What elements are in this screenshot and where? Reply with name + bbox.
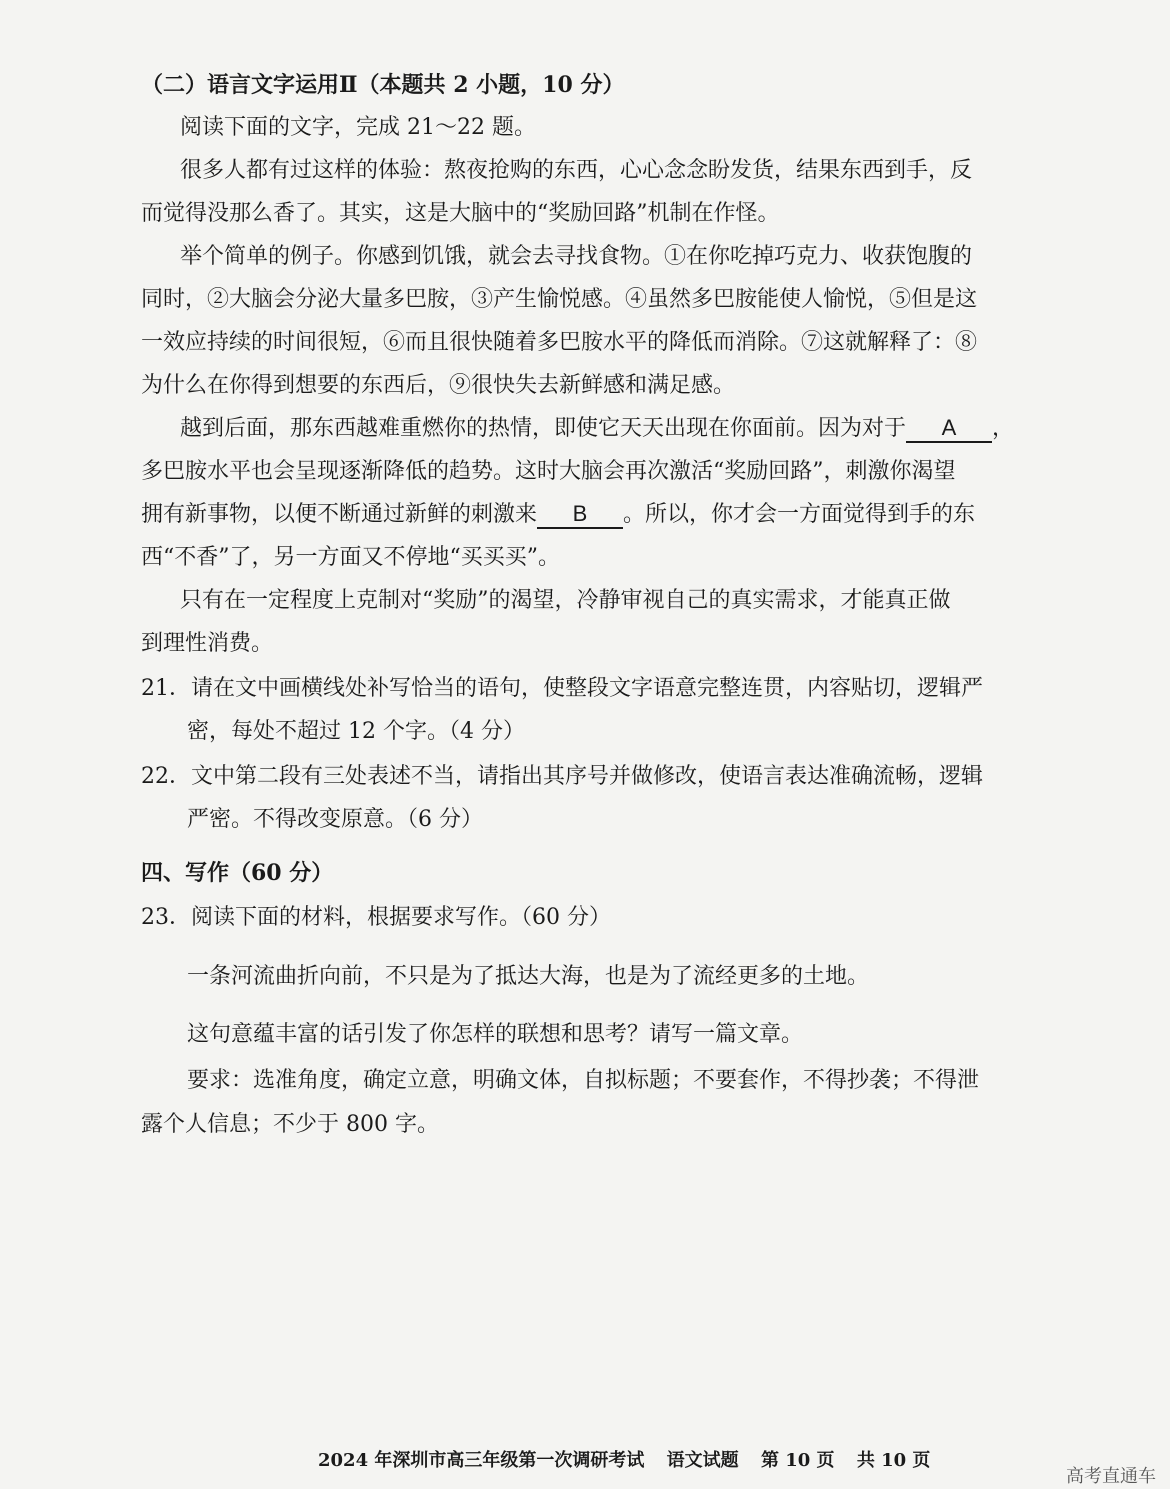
question-text: 文中第二段有三处表述不当，请指出其序号并做修改，使语言表达准确流畅，逻辑 [191,764,984,789]
writing-material: 一条河流曲折向前，不只是为了抵达大海，也是为了流经更多的土地。 [187,964,870,989]
writing-heading: 四、写作（60 分） [141,860,334,886]
footer-exam: 2024 年深圳市高三年级第一次调研考试 [318,1450,645,1471]
question-23 [141,903,611,933]
question-21 [141,674,983,704]
passage-text: 越到后面，那东西越难重燃你的热情，即使它天天出现在你面前。因为对于 [180,416,907,441]
passage-line: 到理性消费。 [141,631,274,656]
passage-text: 拥有新事物，以便不断通过新鲜的刺激来 [141,502,538,527]
section-heading: （二）语言文字运用Ⅱ（本题共 2 小题，10 分） [141,72,625,98]
passage-line: 很多人都有过这样的体验：熬夜抢购的东西，心心念念盼发货，结果东西到手，反 [180,158,973,183]
passage-text: ， [992,416,1015,441]
footer-page: 第 10 页 [760,1450,835,1471]
passage-line: 同时，②大脑会分泌大量多巴胺，③产生愉悦感。④虽然多巴胺能使人愉悦，⑤但是这 [141,287,978,312]
passage-line [180,414,1014,444]
question-number: 21． [141,676,191,701]
question-number: 22． [141,764,191,789]
question-text: 严密。不得改变原意。（6 分） [187,807,483,832]
footer-subject: 语文试题 [666,1450,739,1471]
passage-line: 举个简单的例子。你感到饥饿，就会去寻找食物。①在你吃掉巧克力、收获饱腹的 [180,244,973,269]
watermark: 高考直通车 [1066,1466,1156,1487]
passage-line: 只有在一定程度上克制对“奖励”的渴望，冷静审视自己的真实需求，才能真正做 [180,588,951,613]
passage-line: 多巴胺水平也会呈现逐渐降低的趋势。这时大脑会再次激活“奖励回路”，刺激你渴望 [141,459,956,484]
question-text: 请在文中画横线处补写恰当的语句，使整段文字语意完整连贯，内容贴切，逻辑严 [191,676,984,701]
blank-a: A [906,415,992,443]
footer-total: 共 10 页 [856,1450,931,1471]
passage-line: 而觉得没那么香了。其实，这是大脑中的“奖励回路”机制在作怪。 [141,201,780,226]
passage-line: 西“不香”了，另一方面又不停地“买买买”。 [141,545,560,570]
writing-requirements: 露个人信息；不少于 800 字。 [141,1112,439,1137]
question-text: 阅读下面的材料，根据要求写作。（60 分） [191,905,611,930]
blank-b: B [537,501,623,529]
question-text: 密，每处不超过 12 个字。（4 分） [187,719,525,744]
passage-text: 。所以，你才会一方面觉得到手的东 [623,502,976,527]
passage-line: 一效应持续的时间很短，⑥而且很快随着多巴胺水平的降低而消除。⑦这就解释了：⑧ [141,330,978,355]
question-22 [141,762,983,792]
passage-line [141,500,975,530]
page-footer [318,1446,946,1472]
passage-line: 为什么在你得到想要的东西后，⑨很快失去新鲜感和满足感。 [141,373,736,398]
writing-requirements: 要求：选准角度，确定立意，明确文体，自拟标题；不要套作，不得抄袭；不得泄 [187,1068,980,1093]
instruction: 阅读下面的文字，完成 21～22 题。 [180,115,536,140]
writing-prompt: 这句意蕴丰富的话引发了你怎样的联想和思考？请写一篇文章。 [187,1022,804,1047]
question-number: 23． [141,905,191,930]
